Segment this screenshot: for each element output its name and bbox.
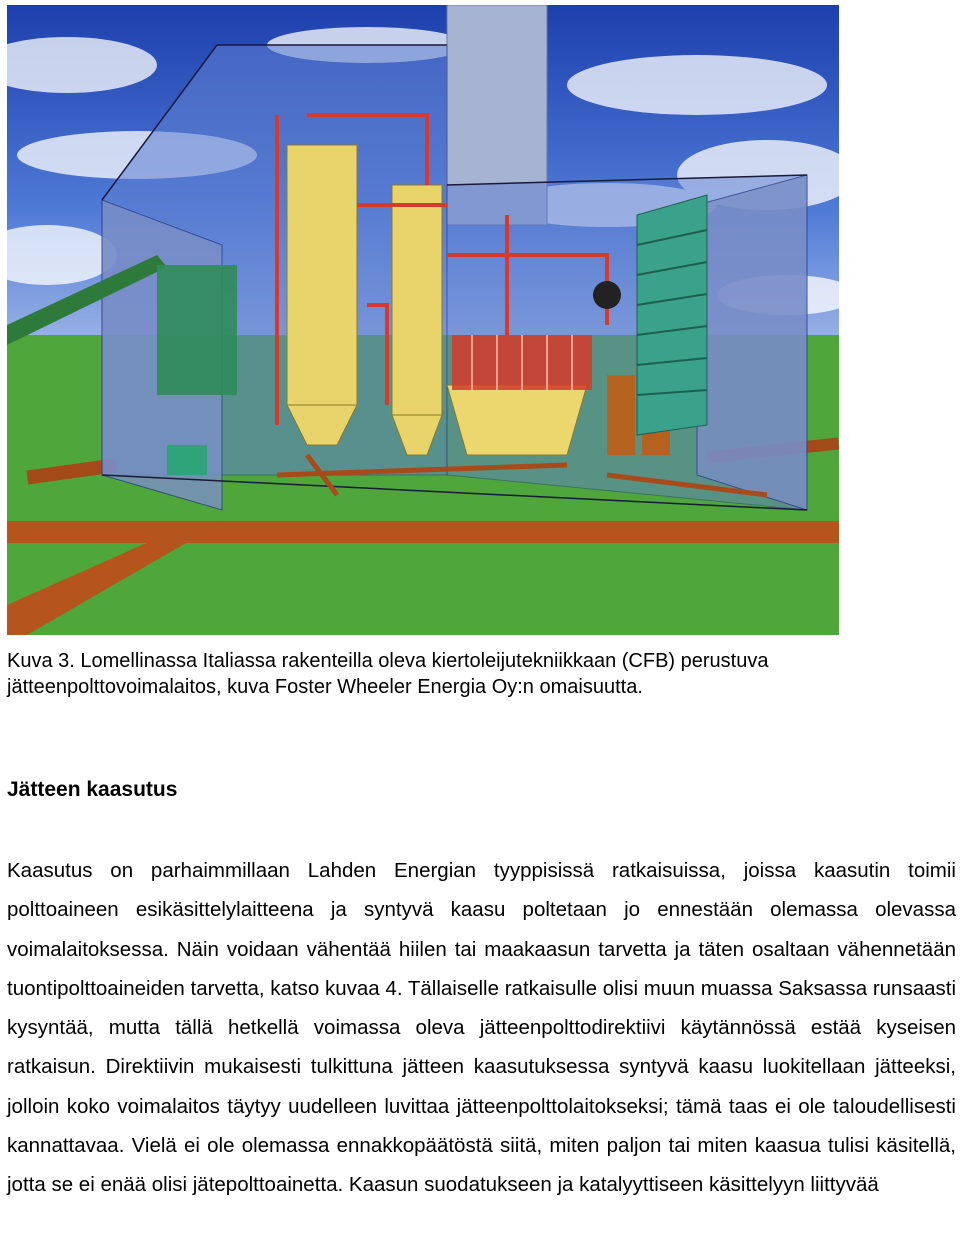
- road-horizontal: [7, 521, 839, 543]
- section-paragraph: Kaasutus on parhaimmillaan Lahden Energian tyyppisissä ratkaisuissa, joissa kaasutin toimii polttoaineen esikäsittelylaitteena ja syntyvä kaasu poltetaan jo ennestään olemassa olevassa voimalaitoksessa. Näin voidaan vähentää hiilen tai maakaasun tarvetta ja täten osaltaan vähennetään tuontipolttoaineiden tarvetta, katso kuvaa 4. Tällaiselle ratkaisulle olisi muun muassa Saksassa runsaasti kysyntää, mutta tällä hetkellä voimassa oleva jätteenpolttodirektiivi käytännössä estää kyseisen ratkaisun. Direktiivin mukaisesti tulkittuna jätteen kaasutuksessa syntyvä kaasu luokitellaan jätteeksi, jolloin koko voimalaitos täytyy uudelleen luvittaa jätteenpolttolaitokseksi; tämä taas ei ole taloudellisesti kannattavaa. Vielä ei ole olemassa ennakkopäätöstä siitä, miten paljon tai miten kaasua tulisi käsitellä, jotta se ei enää olisi jätepolttoainetta. Kaasun suodatukseen ja katalyyttiseen käsittelyyn liittyvää: [7, 859, 956, 1197]
- filter-hoppers: [447, 385, 587, 455]
- figure-caption: [7, 648, 947, 700]
- silo-1: [607, 375, 635, 455]
- right-wall-panel: [697, 175, 807, 510]
- boiler-1: [287, 145, 357, 405]
- boiler-2: [392, 185, 442, 415]
- ash-unit: [167, 445, 207, 475]
- section-heading: Jätteen kaasutus: [7, 778, 178, 801]
- fuel-handling: [157, 265, 237, 395]
- caption-line-2: jätteenpolttovoimalaitos, kuva Foster Wheeler Energia Oy:n omaisuutta.: [7, 676, 643, 698]
- fan: [593, 281, 621, 309]
- caption-line-1: Kuva 3. Lomellinassa Italiassa rakenteilla oleva kiertoleijutekniikkaan (CFB) perustuva: [7, 650, 769, 672]
- heat-exchanger: [637, 195, 707, 435]
- plant-illustration-svg: [7, 5, 839, 635]
- plant-illustration: [7, 5, 839, 635]
